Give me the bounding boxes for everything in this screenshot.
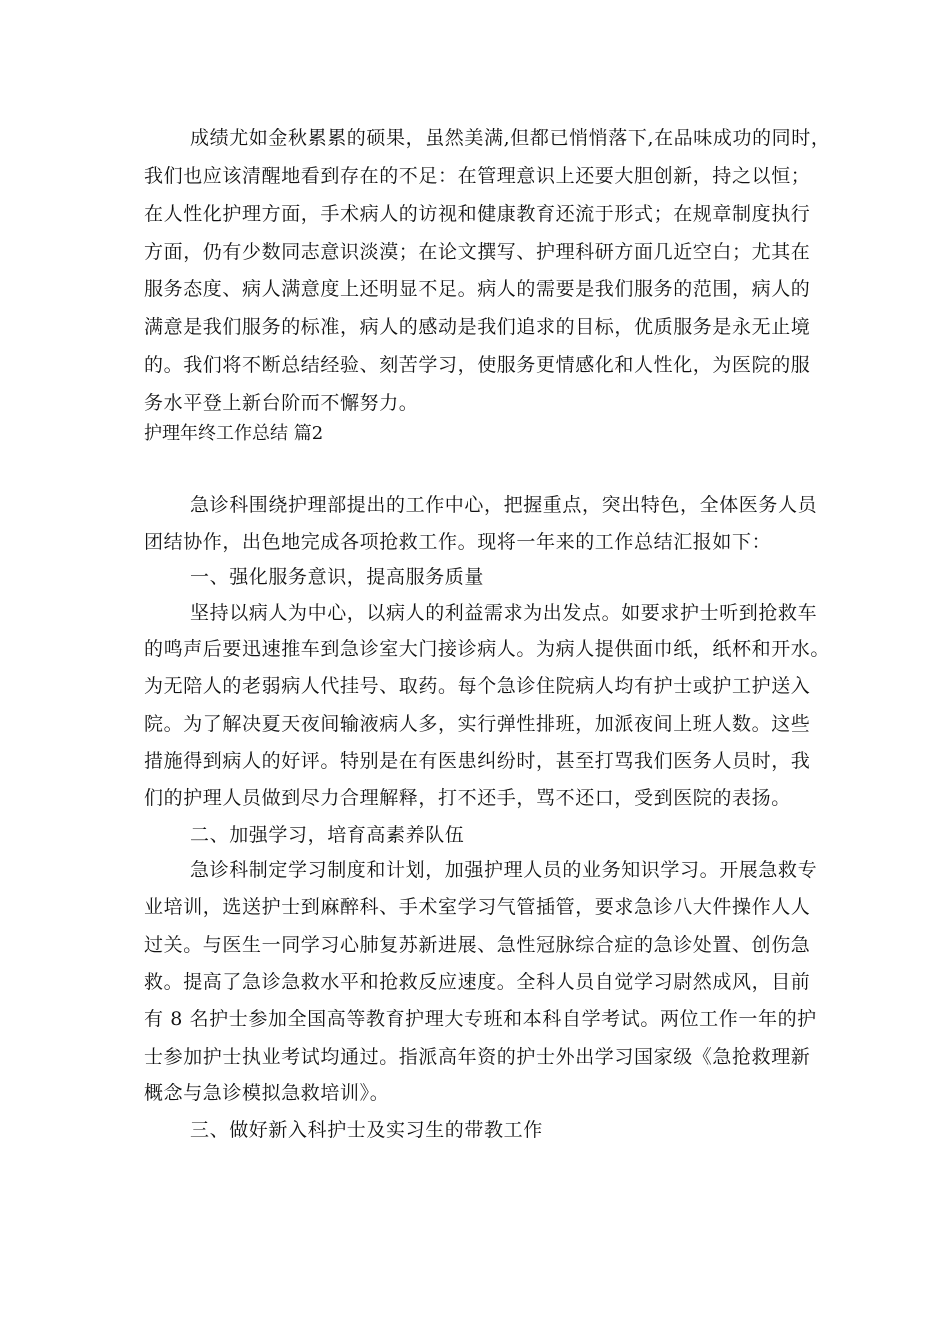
paragraph-line: 成绩尤如金秋累累的硕果，虽然美满,但都已悄悄落下,在品味成功的同时，: [190, 127, 831, 149]
paragraph-line: 急诊科围绕护理部提出的工作中心，把握重点，突出特色，全体医务人员: [190, 494, 818, 516]
paragraph-line: 过关。与医生一同学习心肺复苏新进展、急性冠脉综合症的急诊处置、创伤急: [144, 934, 811, 956]
heading-1: 一、强化服务意识，提高服务质量: [190, 566, 485, 588]
section-title: 护理年终工作总结 篇2: [144, 423, 324, 444]
paragraph-line: 院。为了解决夏天夜间输液病人多，实行弹性排班，加派夜间上班人数。这些: [144, 713, 811, 735]
paragraph-line: 业培训，选送护士到麻醉科、手术室学习气管插管，要求急诊八大件操作人人: [144, 896, 811, 918]
paragraph-line: 概念与急诊模拟急救培训》。: [144, 1082, 390, 1104]
paragraph-line: 在人性化护理方面，手术病人的访视和健康教育还流于形式；在规章制度执行: [144, 203, 811, 225]
paragraph-line: 坚持以病人为中心，以病人的利益需求为出发点。如要求护士听到抢救车: [190, 602, 818, 624]
paragraph-line: 为无陪人的老弱病人代挂号、取药。每个急诊住院病人均有护士或护工护送入: [144, 675, 811, 697]
paragraph-line: 们的护理人员做到尽力合理解释，打不还手，骂不还口，受到医院的表扬。: [144, 787, 791, 809]
paragraph-line: 的鸣声后要迅速推车到急诊室大门接诊病人。为病人提供面巾纸，纸杯和开水。: [144, 638, 831, 660]
heading-2: 二、加强学习，培育高素养队伍: [190, 824, 465, 846]
paragraph-line: 救。提高了急诊急救水平和抢救反应速度。全科人员自觉学习尉然成风，目前: [144, 971, 811, 993]
paragraph-line: 的。我们将不断总结经验、刻苦学习，使服务更情感化和人性化，为医院的服: [144, 354, 811, 376]
heading-3: 三、做好新入科护士及实习生的带教工作: [190, 1119, 543, 1141]
paragraph-line: 务水平登上新台阶而不懈努力。: [144, 392, 419, 414]
paragraph-line: 士参加护士执业考试均通过。指派高年资的护士外出学习国家级《急抢救理新: [144, 1046, 811, 1068]
paragraph-line: 急诊科制定学习制度和计划，加强护理人员的业务知识学习。开展急救专: [190, 859, 818, 881]
paragraph-line: 团结协作，出色地完成各项抢救工作。现将一年来的工作总结汇报如下：: [144, 531, 772, 553]
paragraph-line: 方面，仍有少数同志意识淡漠；在论文撰写、护理科研方面几近空白；尤其在: [144, 241, 811, 263]
paragraph-line: 服务态度、病人满意度上还明显不足。病人的需要是我们服务的范围，病人的: [144, 278, 811, 300]
paragraph-line: 措施得到病人的好评。特别是在有医患纠纷时，甚至打骂我们医务人员时，我: [144, 750, 811, 772]
paragraph-line: 满意是我们服务的标准，病人的感动是我们追求的目标，优质服务是永无止境: [144, 316, 811, 338]
paragraph-line: 我们也应该清醒地看到存在的不足：在管理意识上还要大胆创新，持之以恒；: [144, 165, 811, 187]
paragraph-line: 有 8 名护士参加全国高等教育护理大专班和本科自学考试。两位工作一年的护: [144, 1008, 817, 1030]
